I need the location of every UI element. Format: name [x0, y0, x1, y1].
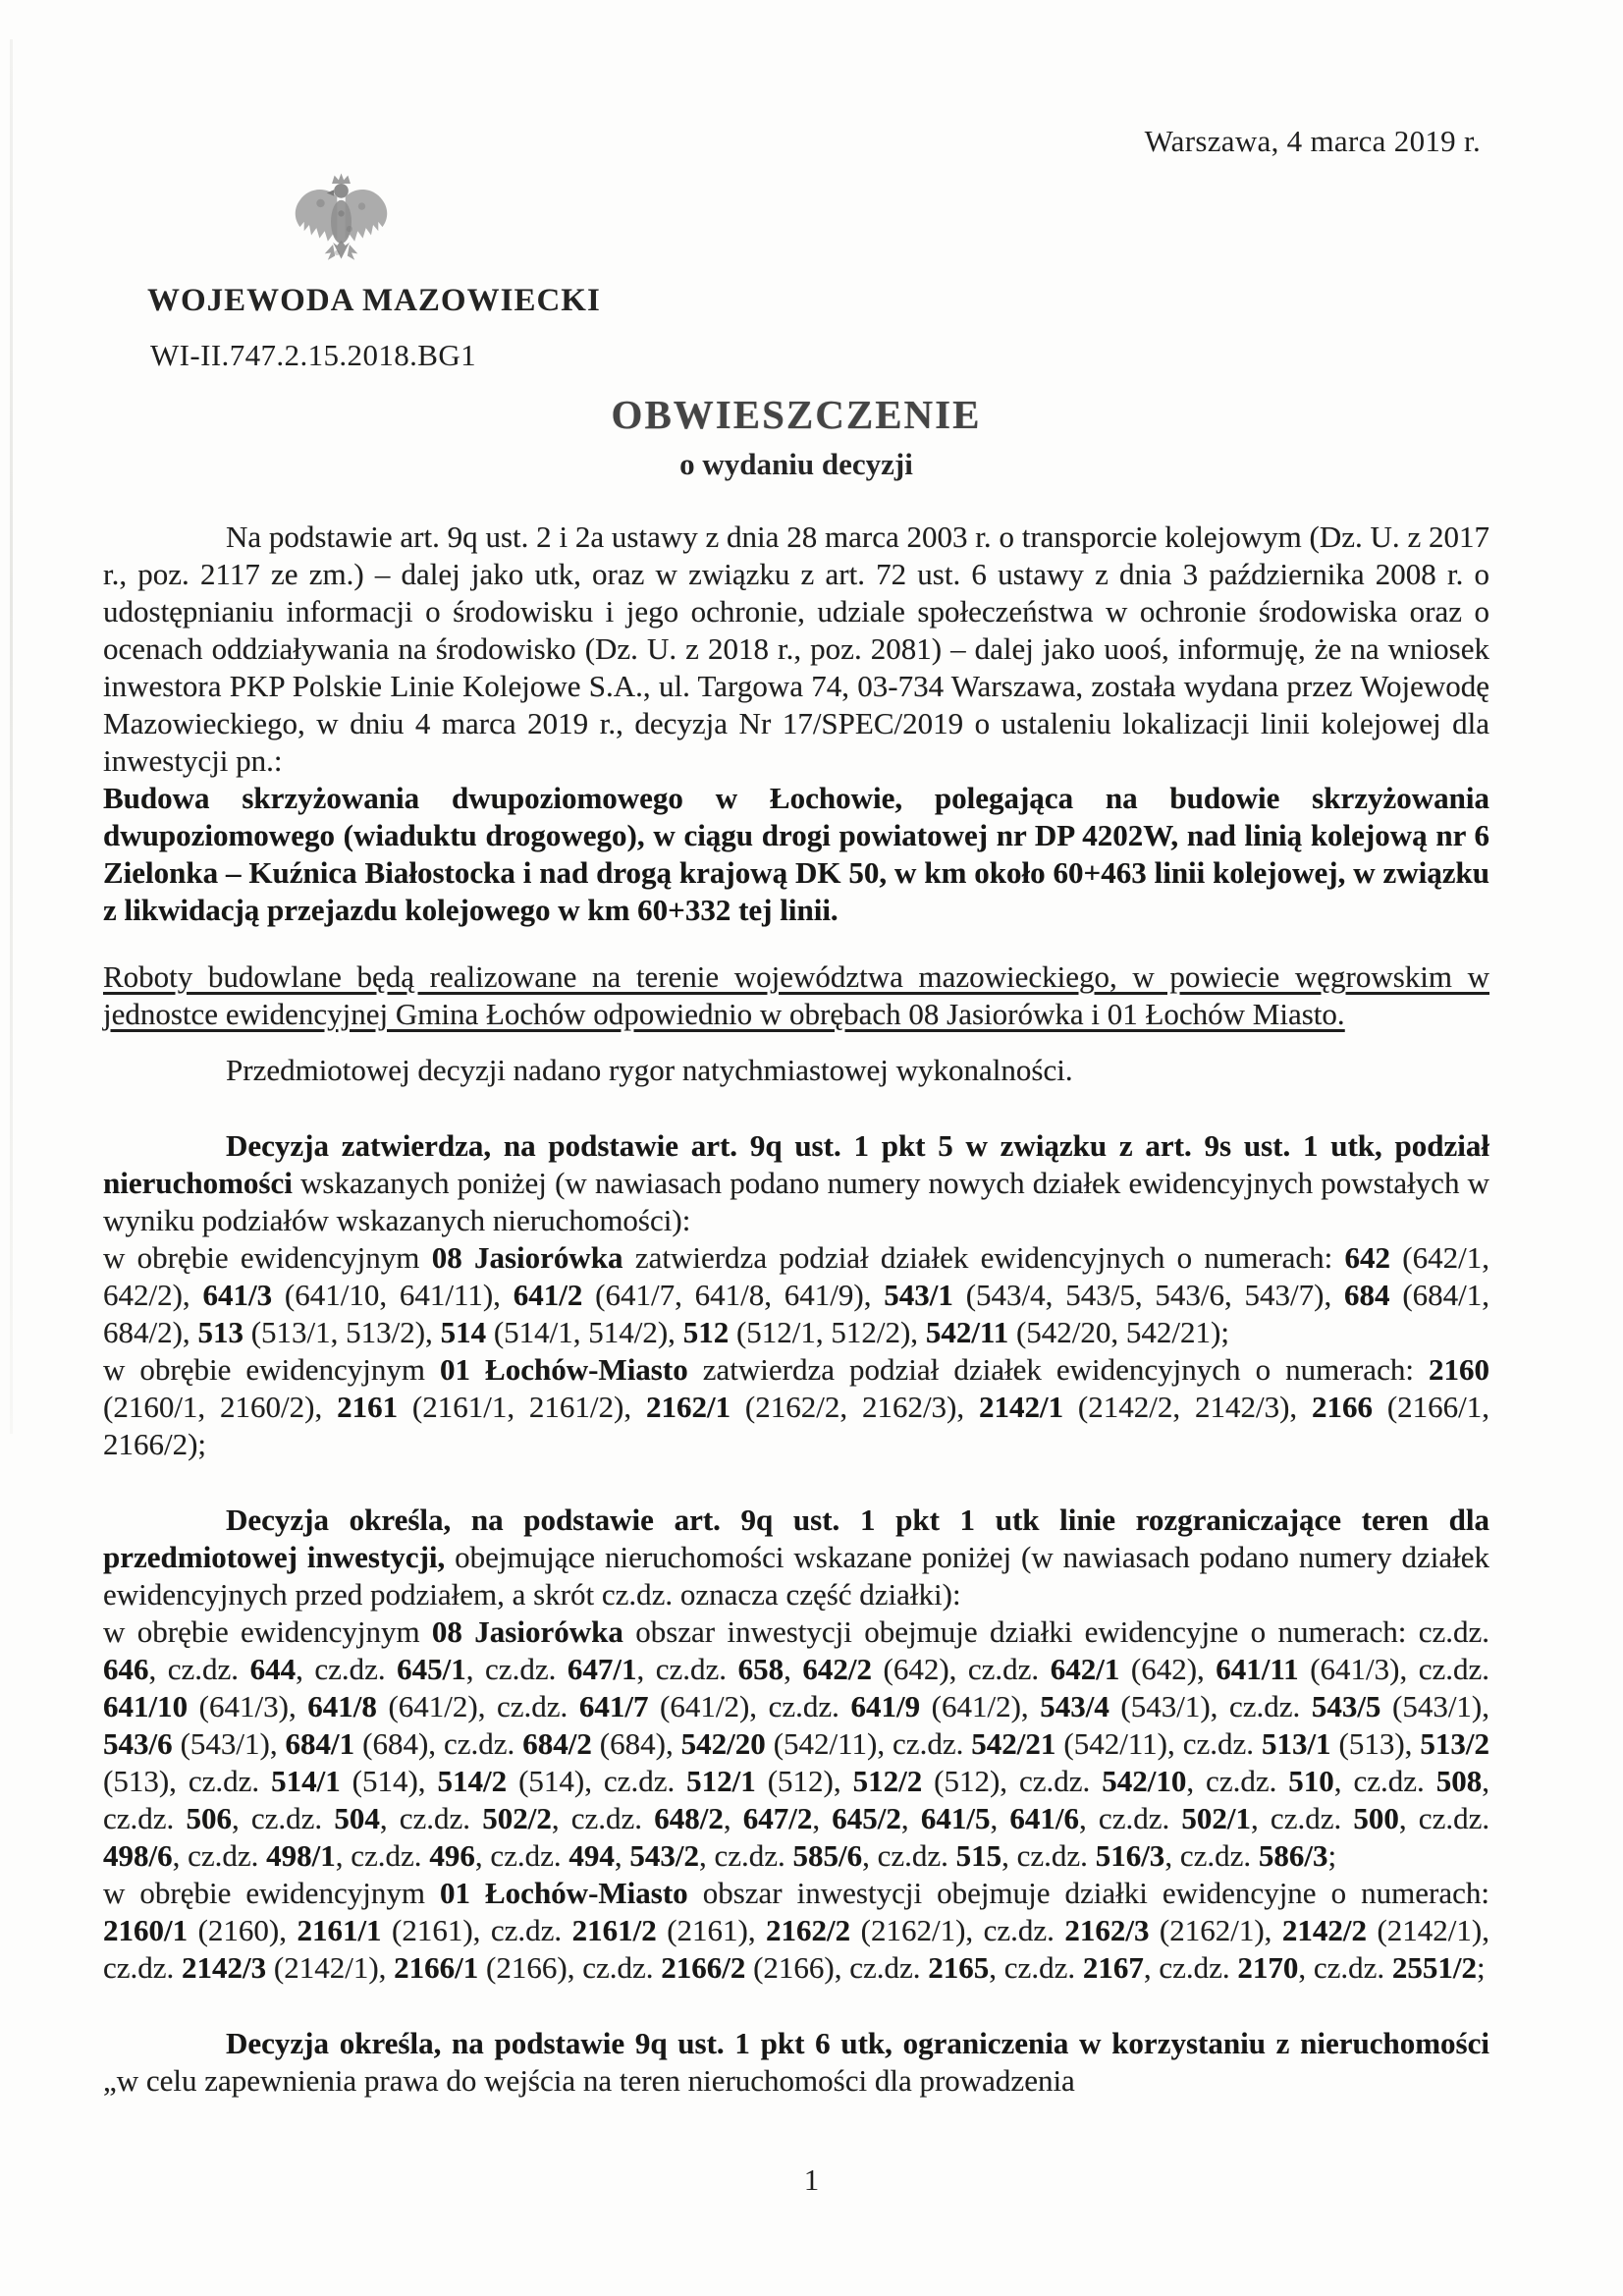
text-segment: 512/1: [686, 1764, 756, 1798]
text-segment: (542/20, 542/21);: [1008, 1315, 1229, 1349]
text-segment: 645/1: [397, 1652, 466, 1686]
text-segment: 641/9: [850, 1689, 921, 1723]
paragraph-divisions-lochow-miasto: [103, 1351, 1489, 1463]
text-segment: ,: [784, 1652, 803, 1686]
text-segment: (2142/1),: [266, 1950, 395, 1985]
text-segment: Na podstawie art. 9q ust. 2 i 2a ustawy z dnia 28 marca 2003 r. o transporcie kolejowym (Dz. U. z 2017 r., poz. 2117 ze zm.) – dalej jako utk, oraz w związku z art. 72 ust. 6 ustawy z dnia 3 października 2008 r. o udostępnianiu informacji o środowisku i jego ochronie, udziale społeczeństwa w ochronie środowiska oraz o ocenach oddziaływania na środowisko (Dz. U. z 2018 r., poz. 2081) – dalej jako uooś, informuję, że na wniosek inwestora PKP Polskie Linie Kolejowe S.A., ul. Targowa 74, 03-734 Warszawa, została wydana przez Wojewodę Mazowieckiego, w dniu 4 marca 2019 r., decyzja Nr 17/SPEC/2019 o ustaleniu lokalizacji linii kolejowej dla inwestycji pn.:: [103, 519, 1489, 778]
paragraph-works-location: [103, 958, 1489, 1033]
text-segment: (512),: [755, 1764, 853, 1798]
text-segment: , cz.dz.: [551, 1801, 655, 1835]
text-segment: 2165: [928, 1950, 990, 1985]
document-subtitle: o wydaniu decyzji: [679, 447, 913, 481]
text-segment: (2162/2, 2162/3),: [730, 1390, 979, 1424]
text-segment: 2166/1: [394, 1950, 479, 1985]
text-segment: zatwierdza podział działek ewidencyjnych o numerach:: [687, 1352, 1429, 1387]
text-segment: 2142/3: [182, 1950, 267, 1985]
text-segment: (2162/1),: [1149, 1913, 1282, 1947]
text-segment: (2166), cz.dz.: [745, 1950, 929, 1985]
text-segment: 658: [737, 1652, 784, 1686]
text-segment: Przedmiotowej decyzji nadano rygor natychmiastowej wykonalności.: [226, 1053, 1073, 1087]
text-segment: 642/2: [802, 1652, 872, 1686]
text-segment: ,: [990, 1801, 1010, 1835]
text-segment: , cz.dz.: [148, 1652, 250, 1686]
text-segment: (2160/1, 2160/2),: [103, 1390, 338, 1424]
text-segment: 01 Łochów-Miasto: [440, 1352, 688, 1387]
text-segment: w obrębie ewidencyjnym: [103, 1614, 432, 1649]
text-segment: 542/10: [1102, 1764, 1187, 1798]
text-segment: 543/6: [103, 1726, 173, 1761]
text-segment: w obrębie ewidencyjnym: [103, 1240, 432, 1275]
paragraph-legal-basis: [103, 519, 1489, 780]
paragraph-decision-use-restrictions: [103, 2025, 1489, 2100]
paragraph-divisions-jasiorowka: [103, 1239, 1489, 1351]
text-segment: 500: [1353, 1801, 1399, 1835]
text-segment: 08 Jasiorówka: [431, 1240, 623, 1275]
text-segment: , cz.dz.: [1001, 1838, 1096, 1873]
text-segment: (542/11), cz.dz.: [765, 1726, 972, 1761]
text-segment: (2142/1), cz.dz.: [103, 1913, 1489, 1985]
text-segment: (641/3),: [188, 1689, 308, 1723]
text-segment: ,: [614, 1838, 630, 1873]
text-segment: 641/7: [578, 1689, 649, 1723]
scan-artifact-line: [10, 39, 13, 1434]
text-segment: 542/21: [971, 1726, 1056, 1761]
text-segment: Decyzja określa, na podstawie 9q ust. 1 pkt 6 utk, ograniczenia w korzystaniu z nieruchomości: [226, 2026, 1489, 2060]
text-segment: , cz.dz.: [103, 1764, 1489, 1835]
text-segment: (542/11), cz.dz.: [1055, 1726, 1262, 1761]
text-segment: 513/1: [1261, 1726, 1331, 1761]
text-segment: 2161/2: [571, 1913, 657, 1947]
text-segment: , cz.dz.: [474, 1838, 569, 1873]
text-segment: , cz.dz.: [1398, 1801, 1490, 1835]
text-segment: 2161: [337, 1390, 399, 1424]
document-title: OBWIESZCZENIE: [611, 392, 982, 437]
text-segment: , cz.dz.: [1164, 1838, 1259, 1873]
text-segment: , cz.dz.: [1079, 1801, 1182, 1835]
text-segment: 498/6: [103, 1838, 173, 1873]
case-reference-number: WI-II.747.2.15.2018.BG1: [150, 338, 477, 372]
text-segment: 513: [197, 1315, 243, 1349]
polish-eagle-emblem: [290, 172, 393, 278]
text-segment: 502/2: [482, 1801, 552, 1835]
text-segment: 684/1: [285, 1726, 355, 1761]
text-segment: (2162/1), cz.dz.: [850, 1913, 1065, 1947]
text-segment: 641/6: [1009, 1801, 1080, 1835]
text-segment: 515: [955, 1838, 1002, 1873]
text-segment: , cz.dz.: [862, 1838, 956, 1873]
text-segment: (543/1),: [1380, 1689, 1490, 1723]
text-segment: 542/20: [680, 1726, 766, 1761]
text-segment: w obrębie ewidencyjnym: [103, 1876, 440, 1910]
text-segment: 510: [1288, 1764, 1334, 1798]
text-segment: 2160/1: [103, 1913, 189, 1947]
text-segment: (2166/1, 2166/2);: [103, 1390, 1490, 1461]
text-segment: 641/3: [202, 1278, 273, 1312]
text-segment: Roboty budowlane będą realizowane na terenie województwa mazowieckiego, w powiecie węgrowskim w jednostce ewidencyjnej Gmina Łochów odpowiednio w obrębach 08 Jasiorówka i 01 Łochów Miasto.: [103, 959, 1489, 1031]
page-number: 1: [803, 2162, 820, 2197]
text-segment: 642/1: [1050, 1652, 1120, 1686]
text-segment: , cz.dz.: [172, 1838, 267, 1873]
text-segment: 01 Łochów-Miasto: [439, 1876, 688, 1910]
text-segment: 506: [186, 1801, 232, 1835]
text-segment: 2161/1: [297, 1913, 382, 1947]
text-segment: obszar inwestycji obejmuje działki ewidencyjne o numerach:: [687, 1876, 1489, 1910]
paragraph-decision-boundary-lines: [103, 1502, 1489, 1613]
text-segment: 513/2: [1420, 1726, 1489, 1761]
text-segment: , cz.dz.: [1251, 1801, 1354, 1835]
paragraph-boundary-lochow-miasto: [103, 1875, 1489, 1987]
text-segment: (2161), cz.dz.: [381, 1913, 572, 1947]
text-segment: (513), cz.dz.: [103, 1764, 272, 1798]
text-segment: , cz.dz.: [698, 1838, 793, 1873]
paragraph-decision-approves-divisions: [103, 1127, 1489, 1239]
text-segment: (2166), cz.dz.: [478, 1950, 662, 1985]
text-segment: , cz.dz.: [465, 1652, 568, 1686]
text-segment: 494: [568, 1838, 615, 1873]
text-segment: 2162/2: [766, 1913, 851, 1947]
text-segment: (514),: [340, 1764, 438, 1798]
text-segment: (684/1, 684/2),: [103, 1278, 1489, 1349]
text-segment: 2162/1: [645, 1390, 731, 1424]
text-segment: wskazanych poniżej (w nawiasach podano numery nowych działek ewidencyjnych powstałych w wyniku podziałów wskazanych nieruchomości):: [103, 1166, 1489, 1237]
text-segment: 585/6: [792, 1838, 863, 1873]
text-segment: 508: [1435, 1764, 1483, 1798]
text-segment: 647/1: [567, 1652, 637, 1686]
text-segment: , cz.dz.: [296, 1652, 398, 1686]
text-segment: 542/11: [925, 1315, 1009, 1349]
text-segment: 2170: [1237, 1950, 1299, 1985]
text-segment: w obrębie ewidencyjnym: [103, 1352, 440, 1387]
text-segment: Decyzja zatwierdza, na podstawie art. 9q ust. 1 pkt 5 w związku z art. 9s ust. 1 utk, podział nieruchomości: [103, 1128, 1489, 1200]
text-segment: 684/2: [522, 1726, 592, 1761]
text-segment: (543/1),: [172, 1726, 286, 1761]
paragraph-immediate-enforceability: [103, 1052, 1489, 1089]
text-segment: , cz.dz.: [1143, 1950, 1238, 1985]
text-segment: (684), cz.dz.: [354, 1726, 523, 1761]
text-segment: 648/2: [654, 1801, 724, 1835]
text-segment: 514/1: [271, 1764, 341, 1798]
text-segment: (512), cz.dz.: [922, 1764, 1103, 1798]
text-segment: (2161/1, 2161/2),: [398, 1390, 646, 1424]
text-segment: 641/2: [513, 1278, 583, 1312]
text-segment: 2167: [1082, 1950, 1144, 1985]
text-segment: (641/3), cz.dz.: [1298, 1652, 1490, 1686]
date-line: Warszawa, 4 marca 2019 r.: [1144, 124, 1481, 158]
text-segment: (642/1, 642/2),: [103, 1240, 1489, 1312]
text-segment: 512/2: [852, 1764, 923, 1798]
text-segment: 641/8: [307, 1689, 377, 1723]
text-segment: 2142/1: [978, 1390, 1064, 1424]
paragraph-project-name: [103, 780, 1489, 929]
text-segment: 514: [440, 1315, 487, 1349]
text-segment: (684),: [591, 1726, 681, 1761]
text-segment: 514/2: [437, 1764, 508, 1798]
text-segment: (514), cz.dz.: [507, 1764, 687, 1798]
text-segment: ,: [723, 1801, 743, 1835]
text-segment: (2160),: [188, 1913, 298, 1947]
text-segment: (2161),: [656, 1913, 767, 1947]
text-segment: , cz.dz.: [989, 1950, 1083, 1985]
text-segment: ,: [900, 1801, 921, 1835]
issuer-name: WOJEWODA MAZOWIECKI: [147, 283, 601, 318]
text-segment: (641/2),: [920, 1689, 1041, 1723]
text-segment: (512/1, 512/2),: [729, 1315, 926, 1349]
text-segment: (513),: [1330, 1726, 1421, 1761]
text-segment: , cz.dz.: [231, 1801, 335, 1835]
text-segment: (543/1), cz.dz.: [1109, 1689, 1312, 1723]
paragraph-boundary-jasiorowka: [103, 1613, 1489, 1875]
text-segment: 2162/3: [1064, 1913, 1150, 1947]
text-segment: ,: [812, 1801, 833, 1835]
text-segment: 543/1: [884, 1278, 953, 1312]
text-segment: (513/1, 513/2),: [243, 1315, 441, 1349]
document-body: [103, 391, 1489, 2100]
text-segment: 641/10: [103, 1689, 189, 1723]
text-segment: 2142/2: [1281, 1913, 1367, 1947]
text-segment: (2142/2, 2142/3),: [1063, 1390, 1312, 1424]
text-segment: 2166/2: [661, 1950, 746, 1985]
text-segment: obszar inwestycji obejmuje działki ewidencyjne o numerach: cz.dz.: [622, 1614, 1489, 1649]
text-segment: , cz.dz.: [335, 1838, 430, 1873]
text-segment: 644: [249, 1652, 297, 1686]
text-segment: (543/4, 543/5, 543/6, 543/7),: [952, 1278, 1345, 1312]
text-segment: 2166: [1311, 1390, 1373, 1424]
text-segment: Budowa skrzyżowania dwupoziomowego w Łochowie, polegająca na budowie skrzyżowania dwupoziomowego (wiaduktu drogowego), w ciągu drogi powiatowej nr DP 4202W, nad linią kolejową nr 6 Zielonka – Kuźnica Białostocka i nad drogą krajową DK 50, w km około 60+463 linii kolejowej, w związku z likwidacją przejazdu kolejowego w km 60+332 tej linii.: [103, 781, 1489, 927]
text-segment: (641/2), cz.dz.: [648, 1689, 851, 1723]
text-segment: 496: [429, 1838, 475, 1873]
text-segment: (514/1, 514/2),: [486, 1315, 683, 1349]
text-segment: 543/5: [1311, 1689, 1381, 1723]
text-segment: ;: [1477, 1950, 1486, 1985]
text-segment: , cz.dz.: [1186, 1764, 1289, 1798]
text-segment: 645/2: [832, 1801, 901, 1835]
text-segment: 647/2: [742, 1801, 813, 1835]
text-segment: 642: [1344, 1240, 1391, 1275]
text-segment: (642),: [1119, 1652, 1217, 1686]
text-segment: 08 Jasiorówka: [431, 1614, 623, 1649]
text-segment: , cz.dz.: [1333, 1764, 1436, 1798]
text-segment: 543/4: [1040, 1689, 1109, 1723]
text-segment: , cz.dz.: [379, 1801, 483, 1835]
text-segment: (641/7, 641/8, 641/9),: [582, 1278, 885, 1312]
text-segment: ;: [1327, 1838, 1337, 1873]
text-segment: (641/10, 641/11),: [272, 1278, 514, 1312]
text-segment: 2160: [1429, 1352, 1489, 1387]
text-segment: zatwierdza podział działek ewidencyjnych o numerach:: [622, 1240, 1345, 1275]
text-segment: 684: [1344, 1278, 1390, 1312]
text-segment: 2551/2: [1391, 1950, 1478, 1985]
text-segment: 502/1: [1181, 1801, 1252, 1835]
text-segment: 586/3: [1258, 1838, 1328, 1873]
text-segment: obejmujące nieruchomości wskazane poniżej (w nawiasach podano numery działek ewidencyjnych przed podziałem, a skrót cz.dz. oznacza część działki):: [103, 1540, 1489, 1612]
text-segment: 498/1: [266, 1838, 336, 1873]
text-segment: 646: [103, 1652, 149, 1686]
text-segment: , cz.dz.: [1298, 1950, 1392, 1985]
text-segment: 641/5: [920, 1801, 991, 1835]
text-segment: 516/3: [1095, 1838, 1165, 1873]
text-segment: 504: [334, 1801, 380, 1835]
text-segment: (641/2), cz.dz.: [376, 1689, 579, 1723]
text-segment: 543/2: [629, 1838, 699, 1873]
text-segment: (642), cz.dz.: [871, 1652, 1051, 1686]
text-segment: , cz.dz.: [636, 1652, 738, 1686]
text-segment: 641/11: [1216, 1652, 1299, 1686]
text-segment: 512: [682, 1315, 730, 1349]
text-segment: Decyzja określa, na podstawie art. 9q ust. 1 pkt 1 utk linie rozgraniczające teren dla przedmiotowej inwestycji,: [103, 1503, 1489, 1574]
text-segment: „w celu zapewnienia prawa do wejścia na teren nieruchomości dla prowadzenia: [103, 2063, 1075, 2098]
